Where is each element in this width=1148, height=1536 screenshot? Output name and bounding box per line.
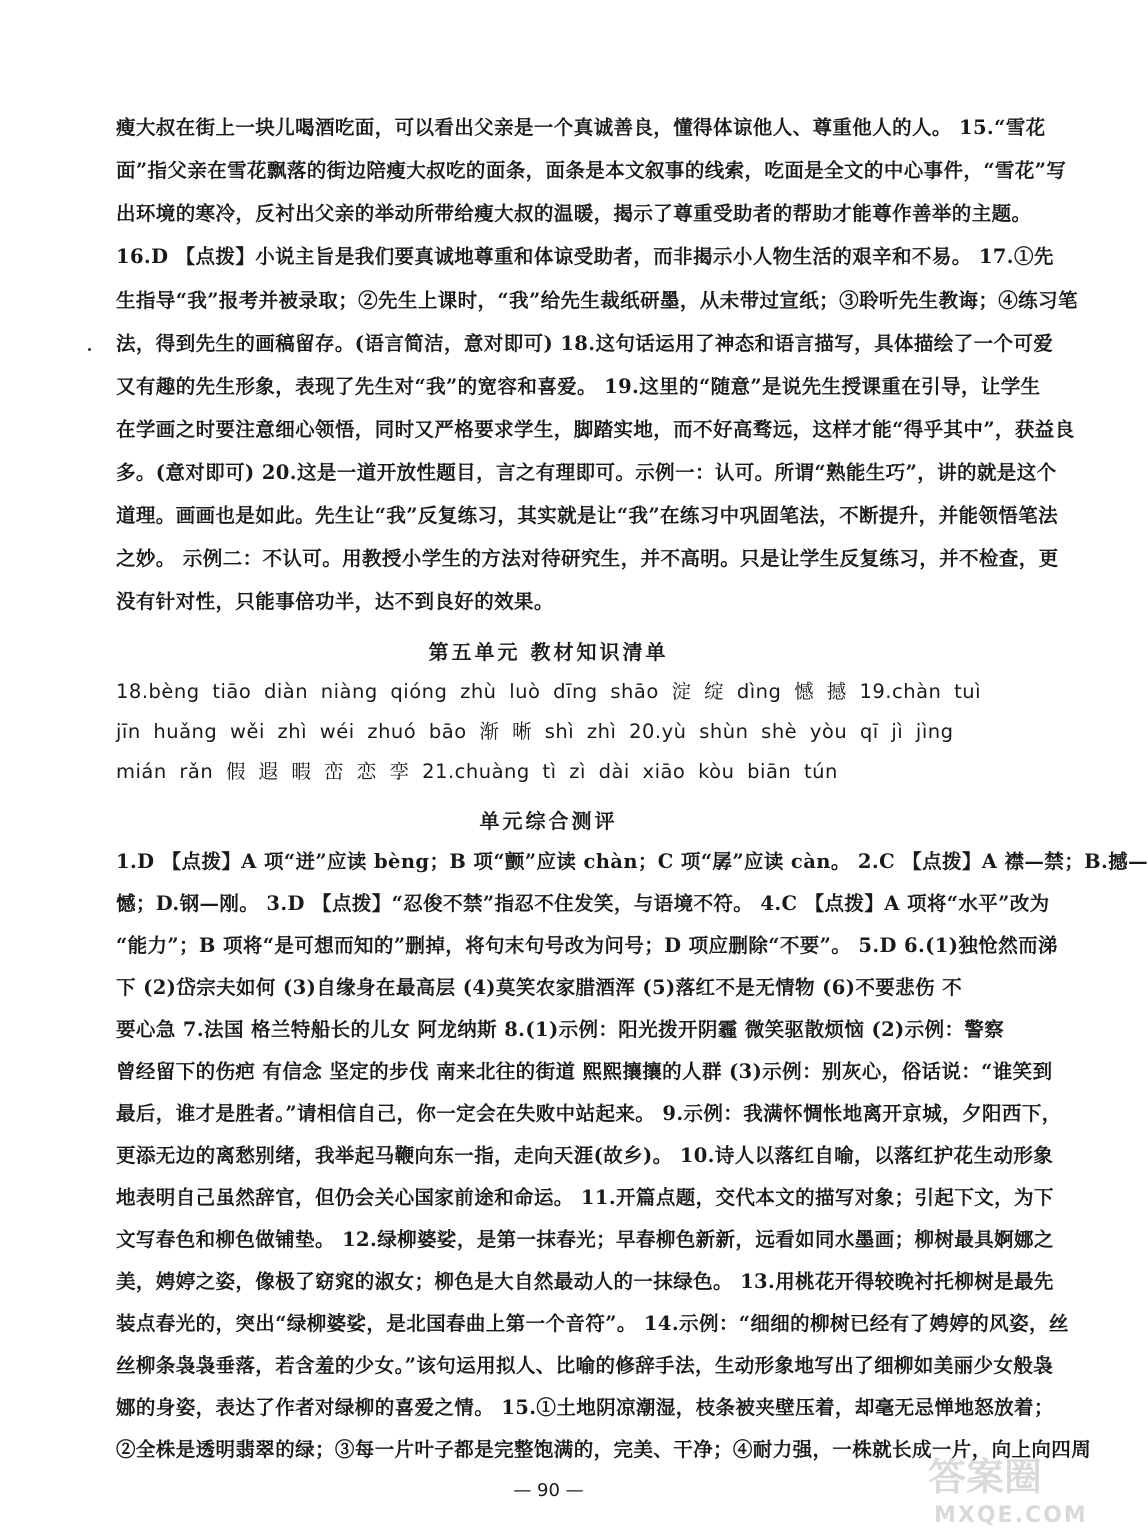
pinyin-line: mián rǎn 假 遐 暇 峦 恋 孪 21.chuàng tì zì dài xiāo kòu biān tún	[116, 760, 838, 783]
text-line: 没有针对性，只能事倍功半，达不到良好的效果。	[116, 590, 554, 613]
text-line: 下 (2)岱宗夫如何 (3)自缘身在最高层 (4)莫笑农家腊酒浑 (5)落红不是无情物 (6)不要悲伤 不	[116, 976, 963, 999]
text-line: 更添无边的离愁别绪，我举起马鞭向东一指，走向天涯(故乡)。 10.诗人以落红自喻，以落红护花生动形象	[116, 1144, 1054, 1167]
pinyin-line: 18.bèng tiāo diàn niàng qióng zhù luò dīng shāo 淀 绽 dìng 憾 撼 19.chàn tuì	[116, 680, 982, 703]
text-line: 地表明自己虽然辞官，但仍会关心国家前途和命运。 11.开篇点题，交代本文的描写对象；引起下文，为下	[116, 1186, 1054, 1209]
text-line: 美，娉婷之姿，像极了窈窕的淑女；柳色是大自然最动人的一抹绿色。 13.用桃花开得较晚衬托柳树是最先	[116, 1270, 1054, 1293]
text-line: 16.D 【点拨】小说主旨是我们要真诚地尊重和体谅受助者，而非揭示小人物生活的艰辛和不易。 17.①先	[116, 245, 1054, 268]
text-line: 曾经留下的伤疤 有信念 坚定的步伐 南来北往的街道 熙熙攘攘的人群 (3)示例：别灰心，俗话说：“谁笑到	[116, 1060, 1053, 1083]
text-line: 文写春色和柳色做铺垫。 12.绿柳婆娑，是第一抹春光；早春柳色新新，远看如同水墨画；柳树最具婀娜之	[116, 1228, 1054, 1251]
watermark-title: 答案圈	[928, 1455, 1043, 1499]
pinyin-line: jīn huǎng wěi zhì wéi zhuó bāo 渐 晰 shì zhì 20.yù shùn shè yòu qī jì jìng	[116, 720, 954, 743]
page-number: — 90 —	[513, 1480, 584, 1501]
text-line: ②全株是透明翡翠的绿；③每一片叶子都是完整饱满的，完美、干净；④耐力强，一株就长成一片，向上向四周	[116, 1438, 1092, 1461]
text-line: 1.D 【点拨】A 项“迸”应读 bèng；B 项“颤”应读 chàn；C 项“孱”应读 càn。 2.C 【点拨】A 襟—禁；B.撼—	[116, 850, 1148, 873]
text-line: 生指导“我”报考并被录取；②先生上课时，“我”给先生裁纸研墨，从未带过宣纸；③聆听先生教诲；④练习笔	[116, 289, 1078, 312]
margin-dot	[88, 348, 91, 351]
text-line: 面”指父亲在雪花飘落的街边陪瘦大叔吃的面条，面条是本文叙事的线索，吃面是全文的中心事件，“雪花”写	[116, 159, 1067, 182]
text-line: “能力”；B 项将“是可想而知的”删掉，将句末句号改为问号；D 项应删除“不要”。 5.D 6.(1)独怆然而涕	[116, 934, 1058, 957]
text-line: 多。(意对即可) 20.这是一道开放性题目，言之有理即可。示例一：认可。所谓“熟能生巧”，讲的就是这个	[116, 461, 1057, 484]
text-line: 憾；D.钢—刚。 3.D 【点拨】“忍俊不禁”指忍不住发笑，与语境不符。 4.C 【点拨】A 项将“水平”改为	[116, 892, 1050, 915]
text-line: 出环境的寒冷，反衬出父亲的举动所带给瘦大叔的温暖，揭示了尊重受助者的帮助才能尊作善举的主题。	[116, 202, 1032, 225]
section-heading-unit-test: 单元综合测评	[479, 809, 618, 833]
text-line: 法，得到先生的画稿留存。(语言简洁，意对即可) 18.这句话运用了神态和语言描写，具体描绘了一个可爱	[116, 332, 1054, 355]
watermark-site: MXQE.COM	[934, 1503, 1088, 1528]
text-line: 装点春光的，突出“绿柳婆娑，是北国春曲上第一个音符”。 14.示例：“细细的柳树已经有了娉婷的风姿，丝	[116, 1312, 1069, 1335]
text-line: 在学画之时要注意细心领悟，同时又严格要求学生，脚踏实地，而不好高骛远，这样才能“得乎其中”，获益良	[116, 418, 1075, 441]
watermark-logo	[920, 1448, 1090, 1530]
text-line: 道理。画画也是如此。先生让“我”反复练习，其实就是让“我”在练习中巩固笔法，不断提升，并能领悟笔法	[116, 504, 1058, 527]
text-line: 最后，谁才是胜者。”请相信自己，你一定会在失败中站起来。 9.示例：我满怀惆怅地离开京城，夕阳西下，	[116, 1102, 1062, 1125]
text-line: 又有趣的先生形象，表现了先生对“我”的宽容和喜爱。 19.这里的“随意”是说先生授课重在引导，让学生	[116, 375, 1041, 398]
section-heading-knowledge-list: 第五单元 教材知识清单	[428, 640, 669, 664]
text-line: 丝柳条袅袅垂落，若含羞的少女。”该句运用拟人、比喻的修辞手法，生动形象地写出了细柳如美丽少女般袅	[116, 1354, 1054, 1377]
text-line: 之妙。 示例二：不认可。用教授小学生的方法对待研究生，并不高明。只是让学生反复练习，并不检查，更	[116, 547, 1059, 570]
text-line: 瘦大叔在街上一块儿喝酒吃面，可以看出父亲是一个真诚善良，懂得体谅他人、尊重他人的人。 15.“雪花	[116, 116, 1046, 139]
text-line: 要心急 7.法国 格兰特船长的儿女 阿龙纳斯 8.(1)示例：阳光拨开阴霾 微笑驱散烦恼 (2)示例：警察	[116, 1018, 1005, 1041]
text-line: 娜的身姿，表达了作者对绿柳的喜爱之情。 15.①土地阴凉潮湿，枝条被夹壁压着，却毫无忌惮地怒放着；	[116, 1396, 1054, 1419]
